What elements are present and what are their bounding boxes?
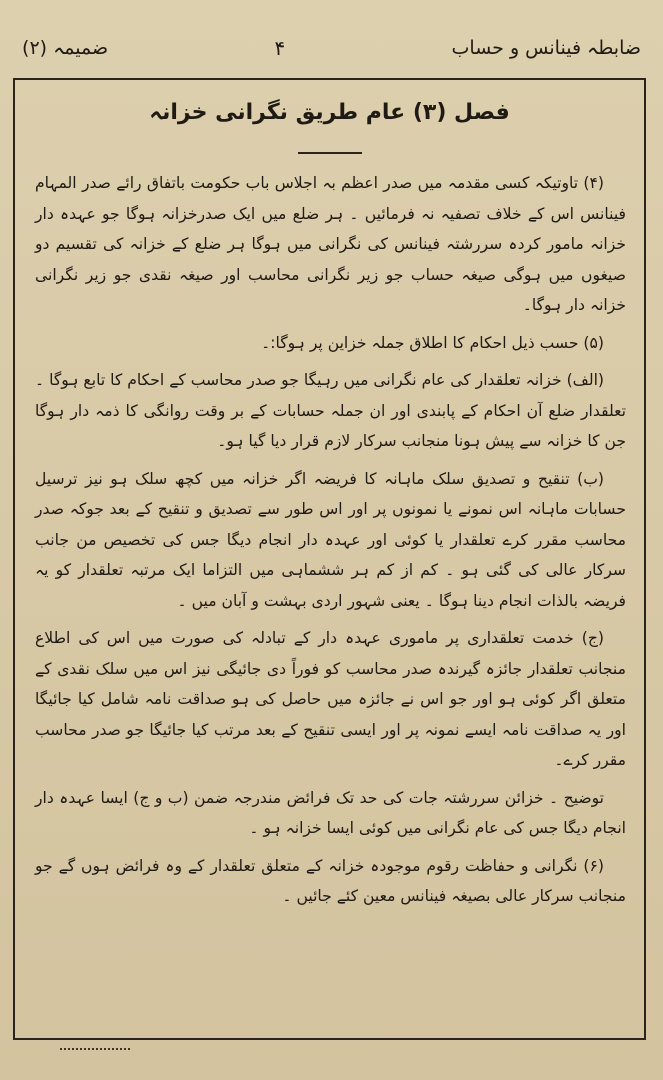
running-header	[22, 28, 641, 68]
section-title: فصل (۳) عام طریق نگرانی خزانہ	[149, 100, 510, 125]
title-divider	[298, 152, 362, 154]
footer-mark	[60, 1048, 130, 1050]
paragraph-explanation: توضیح ۔ خزائن سررشتہ جات کی حد تک فرائض مندرجہ ضمن (ب و ج) ایسا عہدہ دار انجام دیگا جس کی عام نگرانی میں کوئی ایسا خزانہ ہو ۔	[35, 788, 626, 837]
paragraph-5: (۵) حسب ذیل احکام کا اطلاق جملہ خزاین پر ہوگا:۔	[261, 333, 604, 352]
header-title: ضابطہ فینانس و حساب	[451, 37, 641, 59]
paragraph-6: (۶) نگرانی و حفاظت رقوم موجودہ خزانہ کے متعلق تعلقدار کے وہ فرائض ہوں گے جو منجانب سرکار عالی بصیغہ فینانس معین کئے جائیں ۔	[35, 856, 626, 905]
appendix-label: ضمیمہ (۲)	[22, 37, 109, 59]
paragraph-5-jeem: (ج) خدمت تعلقداری پر ماموری عہدہ دار کے تبادلہ کی صورت میں اس کی اطلاع منجانب تعلقدار جائزہ گیرندہ صدر محاسب کو فوراً دی جائیگی نیز اس میں سلک نقدی کے متعلق اگر کوئی ہو اور جو اس نے جائزہ میں حاصل کی ہو صداقت نامہ شامل کیا جائیگا اور یہ صداقت نامہ ایسے نمونہ پر اور ایسی تنقیح کے بعد مرتب کیا جائیگا جو صدر محاسب مقرر کرے۔	[35, 629, 626, 769]
paragraph-5-alif: (الف) خزانہ تعلقدار کی عام نگرانی میں رہیگا جو صدر محاسب کے احکام کا تابع ہوگا ۔ تعلقدار ضلع آن احکام کے پابندی اور ان جملہ حسابات کے بر وقت روانگی کا ذمہ دار ہوگا جن کا خزانہ سے پیش ہونا منجانب سرکار لازم قرار دیا گیا ہو۔	[35, 371, 626, 450]
body-text	[35, 168, 626, 912]
paragraph-5-be: (ب) تنقیح و تصدیق سلک ماہانہ کا فریضہ اگر خزانہ میں کچھ سلک ہو نیز ترسیل حسابات ماہانہ اس نمونے یا نمونوں پر اور اس طور سے تصدیق و تنقیح کے بعد جوکہ صدر محاسب مقرر کرے تعلقدار یا کوئی اور عہدہ دار انجام دیگا جس کی تخصیص من جانب سرکار عالی کی گئی ہو ۔ کم از کم ہر ششماہی میں التزاما ایک مرتبہ تعلقدار کو یہ فریضہ بالذات انجام دینا ہوگا ۔ یعنی شہور اردی بہشت و آبان میں ۔	[35, 469, 626, 610]
paragraph-4: (۴) تاوتیکہ کسی مقدمہ میں صدر اعظم بہ اجلاس باب حکومت باتفاق رائے صدر المہام فینانس اس کے خلاف تصفیہ نہ فرمائیں ۔ ہر ضلع میں ایک صدرخزانہ ہوگا جو عہدہ دار خزانہ مامور کردہ سررشتہ فینانس کی نگرانی میں ہوگا ہر ضلع کے خزانہ کی تقسیم دو صیغوں میں ہوگی صیغہ حساب جو زیر نگرانی محاسب اور صیغہ نقدی جو زیر نگرانی خزانہ دار ہوگا۔	[35, 174, 626, 314]
page-frame	[13, 78, 646, 1040]
page-number: ۴	[274, 36, 286, 60]
